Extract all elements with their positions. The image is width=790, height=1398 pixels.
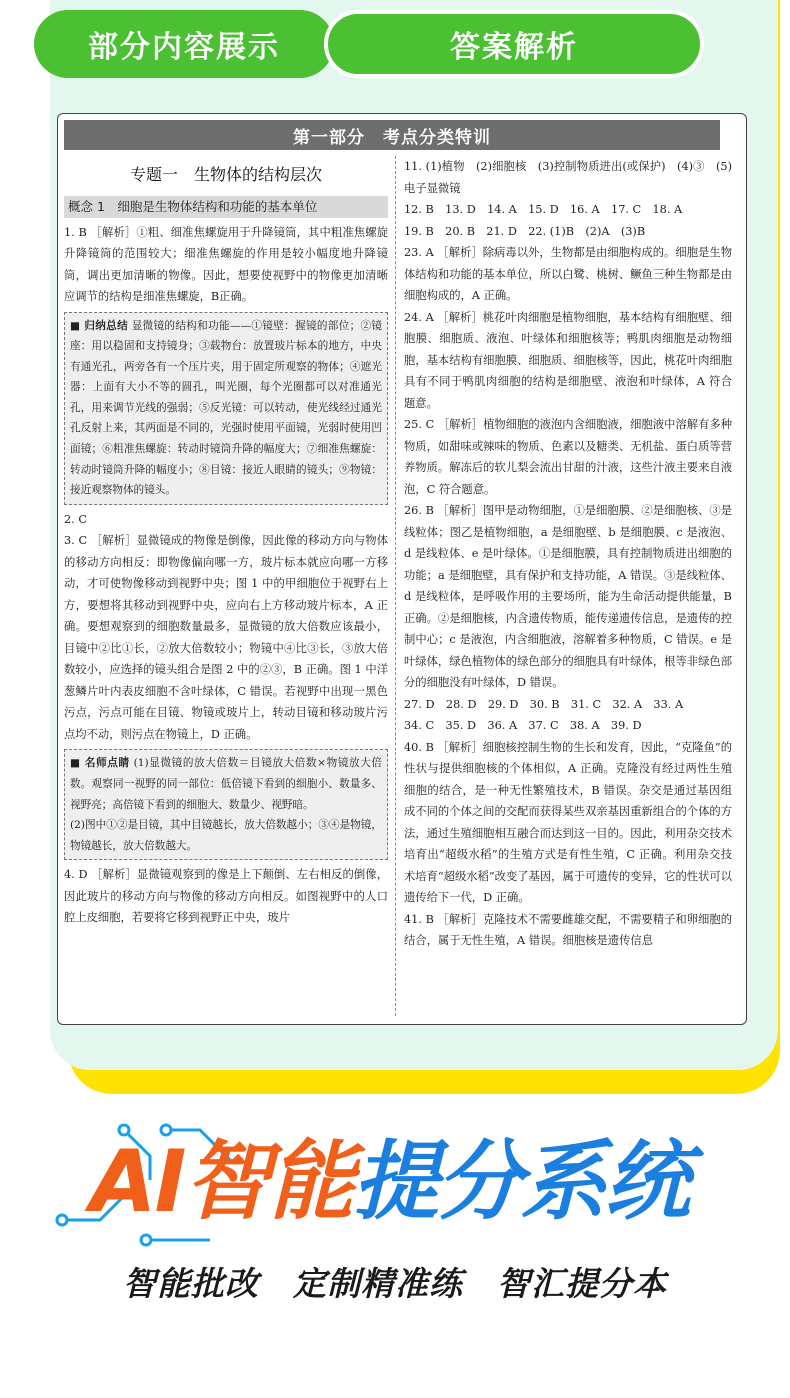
tab-answer-analysis[interactable]: 答案解析 <box>324 10 704 78</box>
answer-24: 24. A ［解析］桃花叶肉细胞是植物细胞，基本结构有细胞壁、细胞膜、细胞质、液泡、叶绿体和细胞核等；鸭肌肉细胞是动物细胞，基本结构有细胞膜、细胞质、细胞核等，因此，桃花叶肉细胞具有不同于鸭肌肉细胞的结构是细胞壁、液泡和叶绿体，A 符合题意。 <box>404 310 732 410</box>
answer-2: 2. C <box>64 512 88 526</box>
summary-box-text: 显微镜的结构和功能——①镜壁：握镜的部位；②镜座：用以稳固和支持镜身；③载物台：放置玻片标本的地方，中央有通光孔，两旁各有一个压片夹，用于固定所观察的物体；④遮光器：上面有大小不等的圆孔，叫光圈，每个光圈都可以对准通光孔，用来调节光线的强弱；⑤反光镜：可以转动，使光线经过通光孔反射上来，其两面是不同的，光强时使用平面镜，光弱时使用凹面镜；⑥粗准焦螺旋：转动时镜筒升降的幅度大；⑦细准焦螺旋：转动时镜筒升降的幅度小；⑧目镜：接近人眼睛的镜头；⑨物镜：接近观察物体的镜头。 <box>70 319 383 497</box>
ai-system-title <box>90 1132 689 1232</box>
topic-title: 专题一 生物体的结构层次 <box>129 165 322 184</box>
tip-box-text-1: (1)显微镜的放大倍数＝目镜放大倍数×物镜放大倍数。观察同一视野的同一部位：低倍镜下看到的细胞小、数量多、视野亮；高倍镜下看到的细胞大、数量少、视野暗。 <box>70 757 382 811</box>
answer-25: 25. C ［解析］植物细胞的液泡内含细胞液，细胞液中溶解有多种物质，如甜味或辣味的物质、色素以及糖类、无机盐、蛋白质等营养物质。解冻后的软儿梨会流出甘甜的汁液，这些汁液主要来自液泡，C 符合题意。 <box>404 418 732 496</box>
tip-box <box>64 749 388 860</box>
answer-3: 3. C ［解析］显微镜成的物像是倒像，因此像的移动方向与物体的移动方向相反：即物像偏向哪一方，玻片标本就应向哪一方移动，才可使物像移动到视野中央；图 1 中的甲细胞位于视野右上方，要想将其移动到视野中央，应向右上方移动玻片标本，A 正确。要想观察到的细胞数量最多，显微镜的放大倍数应该最小，目镜中②比①长，②放大倍数较小；物镜中④比③长，③放大倍数较小，应选择的镜头组合是图 2 中的②③，B 正确。图 1 中洋葱鳞片叶内表皮细胞不含叶绿体，C 错误。若视野中出现一黑色污点，污点可能在目镜、物镜或玻片上，转动目镜和移动玻片污点均不动，则污点在物镜上，D 正确。 <box>64 534 388 741</box>
concept-heading: 概念 1 细胞是生物体结构和功能的基本单位 <box>64 196 388 218</box>
left-column <box>64 156 388 929</box>
answer-row-34-39: 34. C 35. D 36. A 37. C 38. A 39. D <box>404 719 642 732</box>
answer-row-12-18: 12. B 13. D 14. A 15. D 16. A 17. C 18. A <box>404 203 683 216</box>
tab-bar <box>34 10 690 80</box>
right-column <box>404 156 732 952</box>
tab-content-preview[interactable]: 部分内容展示 <box>34 10 334 78</box>
ai-title-ai: AI <box>90 1132 185 1232</box>
answer-26: 26. B ［解析］图甲是动物细胞，①是细胞膜、②是细胞核、③是线粒体；图乙是植物细胞，a 是细胞壁、b 是细胞膜、c 是液泡、d 是线粒体、e 是叶绿体。①是细胞膜，具有控制物质进出细胞的功能；a 是细胞壁，具有保护和支持功能，A 错误。③是线粒体、d 是线粒体，是呼吸作用的主要场所，能为生命活动提供能量，B 正确。②是细胞核，内含遗传物质，能传递遗传信息，是遗传的控制中心；c 是液泡，内含细胞液，溶解着多种物质，C 错误。e 是叶绿体，绿色植物体的绿色部分的细胞具有叶绿体，根等非绿色部分的细胞没有叶绿体，D 错误。 <box>404 504 732 689</box>
answer-4: 4. D ［解析］显微镜观察到的像是上下颠倒、左右相反的倒像，因此玻片的移动方向与物像的移动方向相反。如图视野中的人口腔上皮细胞，若要将它移到视野正中央，玻片 <box>64 868 388 925</box>
ai-title-smart: 智能 <box>184 1132 353 1232</box>
answer-11: 11. (1)植物 (2)细胞核 (3)控制物质进出(或保护) (4)③ (5)电子显微镜 <box>404 160 732 195</box>
tip-box-text-2: (2)图中①②是目镜，其中目镜越长，放大倍数越小；③④是物镜，物镜越长，放大倍数越大。 <box>70 819 382 852</box>
answer-40: 40. B ［解析］细胞核控制生物的生长和发育，因此，“克隆鱼”的性状与提供细胞核的个体相似，A 正确。克隆没有经过两性生殖细胞的结合，是一种无性繁殖技术，B 错误。杂交是通过基因组成不同的个体之间的交配而获得某些双亲基因重新组合的个体的方法，通过生殖细胞相互融合而达到这一目的。因此，利用杂交技术培育出“超级水稻”的生殖方式是有性生殖，C 正确。利用杂交技术培育“超级水稻”改变了基因，属于可遗传的变异，它的性状可以遗传给下一代，D 正确。 <box>404 740 732 904</box>
answer-1: 1. B ［解析］①粗、细准焦螺旋用于升降镜筒，其中粗准焦螺旋升降镜筒的范围较大；细准焦螺旋的作用是较小幅度地升降镜筒，调出更加清晰的物像。因此，想要使视野中的物像更加清晰应调节的结构是细准焦螺旋，B正确。 <box>64 225 388 303</box>
answer-document <box>57 113 747 1025</box>
answer-23: 23. A ［解析］除病毒以外，生物都是由细胞构成的。细胞是生物体结构和功能的基本单位，所以白鹭、桃树、鳜鱼三种生物都是由细胞构成的，A 正确。 <box>404 246 732 302</box>
ai-title-system: 提分系统 <box>352 1132 689 1232</box>
answer-41: 41. B ［解析］克隆技术不需要雌雄交配，不需要精子和卵细胞的结合，属于无性生殖，A 错误。细胞核是遗传信息 <box>404 912 732 947</box>
answer-row-19-22: 19. B 20. B 21. D 22. (1)B (2)A (3)B <box>404 224 646 238</box>
ai-promo-banner <box>0 1110 790 1310</box>
answer-row-27-33: 27. D 28. D 29. D 30. B 31. C 32. A 33. A <box>404 697 684 711</box>
column-divider <box>395 156 396 1016</box>
document-header: 第一部分 考点分类特训 <box>64 120 720 150</box>
summary-box-title: ■ 归纳总结 <box>70 319 128 332</box>
ai-features-subtitle: 智能批改 定制精准练 智汇提分本 <box>123 1264 667 1303</box>
tip-box-title: ■ 名师点睛 <box>70 757 130 770</box>
summary-box <box>64 312 388 505</box>
